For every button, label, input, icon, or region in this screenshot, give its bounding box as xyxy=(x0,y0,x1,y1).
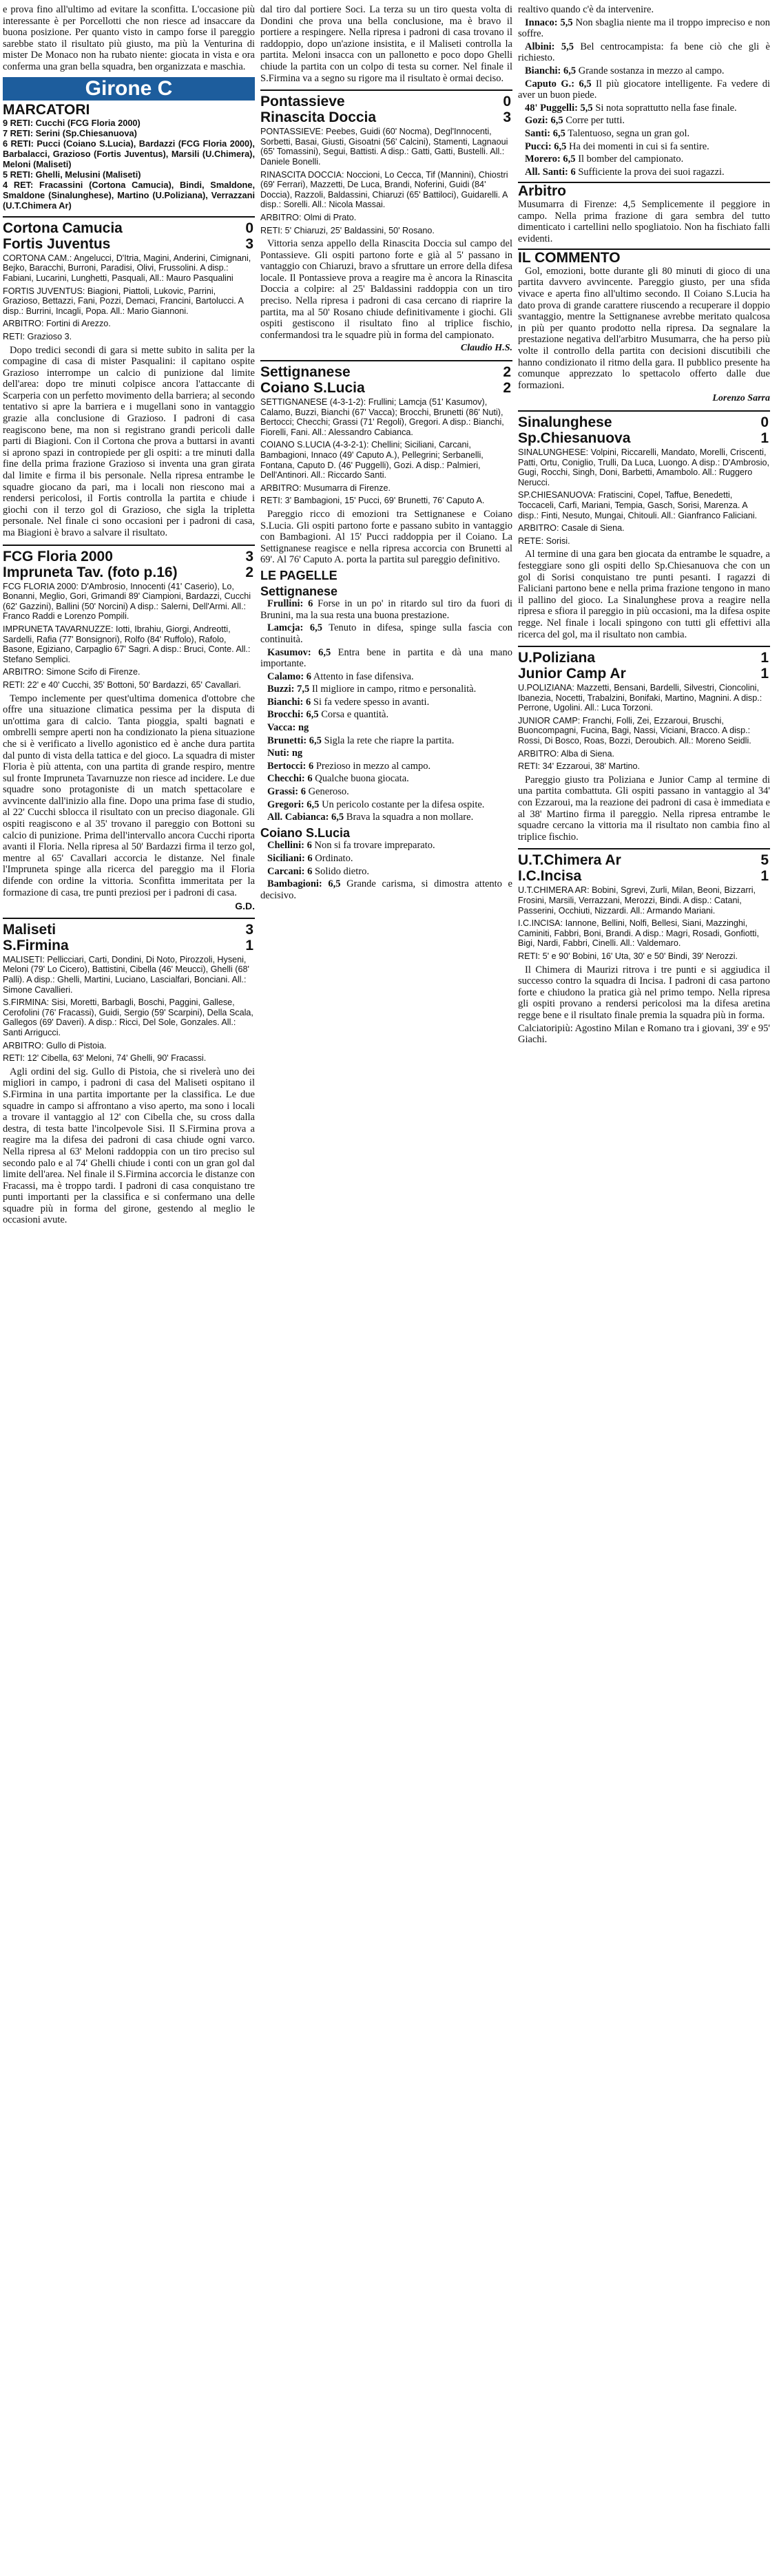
score-away: Sp.Chiesanuova 1 xyxy=(518,430,769,446)
rating-comment: Corsa e quantità. xyxy=(318,709,389,721)
rating-entry xyxy=(260,735,512,747)
rating-entry xyxy=(260,709,512,721)
goals: RETI: 3' Bambagioni, 15' Pucci, 69' Brunetti, 76' Caputo A. xyxy=(260,496,485,506)
goals: RETI: 22' e 40' Cucchi, 35' Bottoni, 50' Bardazzi, 65' Cavallari. xyxy=(3,679,241,690)
player-rating: 48' Puggelli: 5,5 xyxy=(525,102,593,114)
lineups-away: IMPRUNETA TAVARNUZZE: Iotti, Ibrahiu, Giorgi, Andreotti, Sardelli, Rafia (77' Bonsignori), Rolfo (84' Ruffolo), Rafolo, Basone, Egiziano, Carpaglio 67' Sagri. A disp.: Bruci, Conte. All.: Stefano Semplici. xyxy=(3,624,251,664)
score-home: U.Poliziana 1 xyxy=(518,650,769,666)
arbitro-title: Arbitro xyxy=(518,182,770,198)
rating-entry xyxy=(260,773,512,785)
player-rating: Carcani: 6 xyxy=(267,865,313,877)
rating-comment: Il più giocatore intelligente. Fa vedere di aver un buon piede. xyxy=(518,78,770,101)
marcatori-line: 4 RET: Fracassini (Cortona Camucia), Bindi, Smaldone, Smaldone (Sinalunghese), Martino (U.Poliziana), Verrazzani (U.T.Chimera Ar) xyxy=(3,179,255,211)
match-pontassieve-rinascita xyxy=(260,89,512,355)
goals: RETE: Sorisi. xyxy=(518,536,570,546)
lineups-home: PONTASSIEVE: Peebes, Guidi (60' Nocma), Degl'Innocenti, Sorbetti, Basai, Giusti, Gisoatni (56' Calcini), Stamenti, Lagnaoui (65' Tomassini), Segui, Battisti. A disp.: Gatti, Gatti, Bustelli. All.: Daniele Bonelli. xyxy=(260,127,508,167)
score-away: I.C.Incisa 1 xyxy=(518,868,769,885)
rating-entry xyxy=(518,65,770,77)
lineups-away: JUNIOR CAMP: Franchi, Folli, Zei, Ezzaroui, Bruschi, Buoncompagni, Fucina, Bagi, Nassi, Viciani, Bracco. A disp.: Rossi, Di Bosco, Roas, Bozzi, Deroubich. All.: Moreno Seidli. xyxy=(518,715,751,746)
author-signature: Lorenzo Sarra xyxy=(712,393,770,404)
rating-comment: Grande carisma, si dimostra attento e decisivo. xyxy=(260,878,512,901)
referee: ARBITRO: Olmi di Prato. xyxy=(260,212,357,222)
rating-comment: Prezioso in mezzo al campo. xyxy=(313,760,431,772)
marcatori-line: 9 RETI: Cucchi (FCG Floria 2000) xyxy=(3,117,141,128)
rating-comment: Brava la squadra a non mollare. xyxy=(344,812,474,823)
match-poliziana-juniorcamp xyxy=(518,646,770,843)
player-rating: Frullini: 6 xyxy=(267,598,313,610)
intro-text: dal tiro dal portiere Soci. La terza su un tiro questa volta di Dondini che prova una bella conclusione, ma è bravo il portiere a respingere. Nella ripresa i padroni di casa trovano il raddoppio, dopo un'azione insistita, e il Maliseti controlla la partita. Meloni insacca con un pallonetto e poco dopo Ghelli chiude la partita con un colpo di testa su corner. Nel finale il S.Firmina va a segno su rigore ma il risultato è ormai deciso. xyxy=(260,4,512,84)
lineups-away: SP.CHIESANUOVA: Fratiscini, Copel, Taffue, Benedetti, Toccaceli, Carfi, Mariani, Tempia, Gasch, Sorisi, Marenza. A disp.: Finti, Nesuto, Mungai, Chitouli. All.: Gianfranco Faliciani. xyxy=(518,490,758,520)
player-rating: Grassi: 6 xyxy=(267,786,306,798)
goals: RETI: 5' e 90' Bobini, 16' Uta, 30' e 50' Bindi, 39' Nerozzi. xyxy=(518,951,738,961)
goals: RETI: 5' Chiaruzi, 25' Baldassini, 50' Rosano. xyxy=(260,225,435,235)
rating-entry xyxy=(260,622,512,645)
intro-text: realtivo quando c'è da intervenire. xyxy=(518,4,654,15)
player-rating: Pucci: 6,5 xyxy=(525,140,567,152)
rating-entry xyxy=(260,812,512,823)
rating-entry xyxy=(260,722,512,734)
rating-comment: Corre per tutti. xyxy=(563,115,625,127)
rating-comment: Ha dei momenti in cui si fa sentire. xyxy=(566,140,709,152)
match-sinalunghese-chiesanuova xyxy=(518,410,770,640)
author-signature: Claudio H.S. xyxy=(460,343,512,354)
player-rating: Gozi: 6,5 xyxy=(525,115,563,127)
rating-entry xyxy=(260,799,512,811)
score-away: Junior Camp Ar 1 xyxy=(518,666,769,682)
player-rating: Bambagioni: 6,5 xyxy=(267,878,341,890)
rating-entry xyxy=(260,748,512,759)
ratings-list xyxy=(518,17,770,178)
score-away: Coiano S.Lucia 2 xyxy=(260,380,511,397)
score-home: Cortona Camucia 0 xyxy=(3,220,253,236)
score-home: U.T.Chimera Ar 5 xyxy=(518,852,769,869)
rating-entry xyxy=(260,647,512,670)
match-report: Pareggio giusto tra Poliziana e Junior Camp al termine di una partita combattuta. Gli ospiti passano in vantaggio al 34' con Ezzaroui, ma la reazione dei padroni di casa è immediata e al 38' Martino firma il pareggio. Nella ripresa entrambe le squadre cercano la vittoria ma il risultato non cambia fino al triplice fischio. xyxy=(518,774,770,843)
player-rating: Vacca: ng xyxy=(267,722,309,734)
match-chimera-incisa xyxy=(518,848,770,1045)
score-home: Maliseti 3 xyxy=(3,921,253,938)
rating-comment: Attento in fase difensiva. xyxy=(311,671,414,682)
rating-entry xyxy=(260,840,512,852)
commento-title: IL COMMENTO xyxy=(518,249,770,264)
match-settignanese-coiano xyxy=(260,360,512,901)
rating-comment: Un pericolo costante per la difesa ospite. xyxy=(319,799,485,810)
referee: ARBITRO: Casale di Siena. xyxy=(518,523,625,534)
rating-entry xyxy=(518,167,770,178)
score-home: Sinalunghese 0 xyxy=(518,414,769,430)
score-home: FCG Floria 2000 3 xyxy=(3,548,253,564)
score-home: Settignanese 2 xyxy=(260,364,511,381)
rating-comment: Tenuto in difesa, spinge sulla fascia con continuità. xyxy=(260,622,512,645)
score-home: Pontassieve 0 xyxy=(260,94,511,110)
rating-entry xyxy=(260,761,512,772)
rating-entry xyxy=(518,115,770,127)
rating-comment: Il migliore in campo, ritmo e personalità. xyxy=(309,684,477,695)
goals: RETI: 34' Ezzaroui, 38' Martino. xyxy=(518,761,640,772)
rating-comment: Forse in un po' in ritardo sul tiro da fuori di Brunini, ma la sua resta una buona prestazione. xyxy=(260,598,512,621)
player-rating: Brunetti: 6,5 xyxy=(267,735,322,746)
player-rating: Kasumov: 6,5 xyxy=(267,646,331,658)
referee: ARBITRO: Fortini di Arezzo. xyxy=(3,319,111,329)
lineups-home: U.T.CHIMERA AR: Bobini, Sgrevi, Zurli, Milan, Beoni, Bizzarri, Frosini, Marsili, Verrazzani, Merozzi, Bindi. A disp.: Catani, Passerini, Occhiuti, Nizzardi. All.: Armando Mariani. xyxy=(518,885,756,916)
referee: ARBITRO: Alba di Siena. xyxy=(518,748,614,759)
lineups-away: I.C.INCISA: Iannone, Bellini, Nolfi, Bellesi, Siani, Mazzinghi, Caminiti, Fabbri, Boni, Brandi. A disp.: Magri, Rosadi, Gonfiotti, Bigi, Nardi, Fabbri, Cinelli. All.: Valdemaro. xyxy=(518,918,759,949)
marcatori-line: 7 RETI: Serini (Sp.Chiesanuova) xyxy=(3,127,137,138)
referee: ARBITRO: Gullo di Pistoia. xyxy=(3,1040,107,1051)
section-banner: Girone C xyxy=(3,77,255,101)
player-rating: Calamo: 6 xyxy=(267,671,312,682)
rating-comment: Solido dietro. xyxy=(312,865,369,877)
rating-entry xyxy=(518,41,770,64)
player-rating: All. Santi: 6 xyxy=(525,166,576,178)
score-away: S.Firmina 1 xyxy=(3,937,253,953)
rating-entry xyxy=(260,878,512,901)
lineups-home: SETTIGNANESE (4-3-1-2): Frullini; Lamcja (51' Kasumov), Calamo, Buzzi, Bianchi (67' Vacca); Brocchi, Brunetti (86' Nuti), Bertocci; Checchi; Grassi (71' Regoli), Gregori. A disp.: Bianchi, Fiorelli, Fani. All.: Alessandro Cabianca. xyxy=(260,397,504,437)
referee: ARBITRO: Musumarra di Firenze. xyxy=(260,483,391,493)
player-rating: Chellini: 6 xyxy=(267,840,312,852)
ratings-team: Coiano S.Lucia xyxy=(260,825,351,840)
rating-comment: Entra bene in partita e dà una mano importante. xyxy=(260,646,512,670)
commento-text: Gol, emozioni, botte durante gli 80 minuti di gioco di una partita davvero avvincente. Pareggio giusto, per una sfida vivace e aperta fino all'ultimo secondo. Il Coiano S.Lucia ha dato prova di grande carattere riuscendo a recuperare il doppio svantaggio, mentre la Settignanese avrebbe meritato qualcosa in più per quanto prodotto nella ripresa. Da segnalare la prestazione negativa dell'arbitro Musumarra, che ha perso più volte il controllo della partita con decisioni discutibili che hanno condizionato il ritmo della gara. Il pubblico presente ha comunque apprezzato lo spettacolo offerto dalle due formazioni. xyxy=(518,265,770,391)
author-signature: G.D. xyxy=(235,900,255,912)
player-rating: Bianchi: 6,5 xyxy=(525,65,577,76)
rating-comment: Si nota soprattutto nella fase finale. xyxy=(592,102,737,114)
rating-entry xyxy=(260,697,512,708)
rating-comment: Talentuoso, segna un gran gol. xyxy=(565,127,690,139)
rating-comment: Si fa vedere spesso in avanti. xyxy=(311,696,430,708)
referee: ARBITRO: Simone Scifo di Firenze. xyxy=(3,667,141,677)
rating-entry xyxy=(260,684,512,695)
marcatori-title: MARCATORI xyxy=(3,102,90,118)
ratings-list xyxy=(260,598,512,823)
player-rating: Nuti: ng xyxy=(267,748,303,759)
rating-comment: Non sbaglia niente ma il troppo impreciso e non soffre. xyxy=(518,17,770,40)
ratings-list xyxy=(260,840,512,901)
player-rating: Gregori: 6,5 xyxy=(267,799,320,810)
rating-comment: Grande sostanza in mezzo al campo. xyxy=(576,65,725,76)
rating-comment: Sufficiente la prova dei suoi ragazzi. xyxy=(575,166,725,178)
score-away: Fortis Juventus 3 xyxy=(3,235,253,252)
rating-entry xyxy=(518,78,770,101)
ratings-team: Settignanese xyxy=(260,584,338,598)
rating-entry xyxy=(260,866,512,878)
rating-comment: Bel centrocampista: fa bene ciò che gli è richiesto. xyxy=(518,41,770,64)
player-rating: Buzzi: 7,5 xyxy=(267,684,310,695)
lineups-home: U.POLIZIANA: Mazzetti, Bensani, Bardelli, Silvestri, Cioncolini, Ibanezia, Nocetti, Trabalzini, Bonifaki, Martino, Magnini. A disp.: Perrone, Ugolini. All.: Luca Torzoni. xyxy=(518,683,762,713)
player-rating: Bianchi: 6 xyxy=(267,696,311,708)
rating-comment: Ordinato. xyxy=(312,853,353,864)
arbitro-text: Musumarra di Firenze: 4,5 Semplicemente il peggiore in campo. Nella prima frazione di gara sembra del tutto dimenticato i cartellini nello spogliatoio. Non ha fischiato falli evidenti. xyxy=(518,198,770,244)
footnote: Calciatoripiù: Agostino Milan e Romano tra i giovani, 39' e 95' Giachi. xyxy=(518,1022,770,1046)
rating-entry xyxy=(518,128,770,140)
rating-entry xyxy=(260,671,512,683)
lineups-away: COIANO S.LUCIA (4-3-2-1): Chellini; Siciliani, Carcani, Bambagioni, Innaco (49' Caputo A.), Pellegrini; Serbanelli, Fontana, Caputo D. (46' Puggelli), Gozi. A disp.: Palmieri, Dell'Antinori. All.: Riccardo Santi. xyxy=(260,440,484,481)
score-away: Impruneta Tav. (foto p.16) 2 xyxy=(3,564,253,580)
match-maliseti-sfirmina xyxy=(3,918,255,1226)
score-away: Rinascita Doccia 3 xyxy=(260,109,511,126)
rating-comment: Generoso. xyxy=(305,786,349,798)
player-rating: All. Cabianca: 6,5 xyxy=(267,812,344,823)
marcatori-line: 6 RETI: Pucci (Coiano S.Lucia), Bardazzi (FCG Floria 2000), Barbalacci, Grazioso (Fortis Juventus), Marsili (U.Chimera), Meloni (Maliseti) xyxy=(3,138,255,169)
player-rating: Caputo G.: 6,5 xyxy=(525,78,592,89)
marcatori-line: 5 RETI: Ghelli, Melusini (Maliseti) xyxy=(3,169,141,180)
lineups-away: RINASCITA DOCCIA: Noccioni, Lo Cecca, Tif (Mannini), Chiostri (69' Ferrari), Mazzetti, De Luca, Brandi, Noferini, Guidi (84' Doccia), Razzoli, Baldassini, Chiaruzi (65' Battiloci), Guidarelli. A disp.: Sorelli. All.: Nicola Massai. xyxy=(260,169,508,210)
player-rating: Brocchi: 6,5 xyxy=(267,709,319,721)
rating-comment: Il bomber del campionato. xyxy=(575,154,684,165)
player-rating: Albini: 5,5 xyxy=(525,41,574,52)
player-rating: Santi: 6,5 xyxy=(525,127,565,139)
rating-entry xyxy=(260,786,512,798)
rating-entry xyxy=(260,598,512,621)
ratings-title: LE PAGELLE xyxy=(260,568,337,582)
lineups-home: SINALUNGHESE: Volpini, Riccarelli, Mandato, Morelli, Criscenti, Patti, Ortu, Coniglio, Trulli, Da Luca, Luongo. A disp.: D'Ambrosio, Gugi, Rocchi, Singh, Doni, Barbetti, Amambolo. All.: Ruggero Nerucci. xyxy=(518,447,770,487)
goals: RETI: 12' Cibella, 63' Meloni, 74' Ghelli, 90' Fracassi. xyxy=(3,1053,207,1064)
column-3 xyxy=(518,4,770,2576)
match-report: Il Chimera di Maurizi ritrova i tre punti e si aggiudica il successo contro la squadra di Incisa. I padroni di casa partono forte e chiudono la pratica già nel primo tempo. Nella ripresa gli ospiti provano a rendersi pericolosi ma la difesa aretina regge bene e il risultato finale premia la squadra più in forma. xyxy=(518,964,770,1021)
column-1 xyxy=(3,4,255,2576)
player-rating: Innaco: 5,5 xyxy=(525,17,573,28)
player-rating: Lamcja: 6,5 xyxy=(267,622,322,634)
match-report: Tempo inclemente per quest'ultima domenica d'ottobre che offre una situazione climatica pessima per la disputa di un'ottima gara di calcio. Tanta pioggia, spalti bagnati e ombrelli sempre aperti non ha condizionato la piena situazione che si è verificato a livello agonistico ed è anche dura partita dal punto di vista della tattica e del gioco. La squadra di mister Floria è più attenta, con una partita di grande respiro, mentre sul fronte Impruneta Tavarnuzze non riesce ad incidere. Le due squadre sono protagoniste di un match spettacolare e avvincente dall'inizio alla fine. Dopo una prima fase di studio, al 22' Cucchi sblocca il risultato con un preciso diagonale. Gli ospiti reagiscono e al 35' trovano il pareggio con Bottoni su calcio di punizione. Prima dell'intervallo ancora Cucchi riporta avanti il Floria. Nella ripresa al 50' Bardazzi firma il terzo gol, mentre al 65' Cavallari accorcia le distanze. Nel finale l'Impruneta spinge alla ricerca del pareggio ma il Floria difende con ordine la vittoria. Sconfitta immeritata per la formazione di casa, tre punti preziosi per i padroni di casa. xyxy=(3,693,255,898)
rating-entry xyxy=(518,154,770,165)
player-rating: Bertocci: 6 xyxy=(267,760,314,772)
rating-entry xyxy=(260,853,512,865)
lineups-home: FCG FLORIA 2000: D'Ambrosio, Innocenti (41' Caserio), Lo, Bonanni, Meglio, Gori, Grimandi 89' Ciampioni, Bardazzi, Cucchi (62' Gazzini), Ballini (50' Norcini) A disp.: Salerni, Dell'Armi. All.: Franco Raddi e Lorenzo Pompili. xyxy=(3,581,251,622)
rating-entry xyxy=(518,141,770,153)
player-rating: Morero: 6,5 xyxy=(525,154,576,165)
goals: RETI: Grazioso 3. xyxy=(3,331,72,341)
match-report: Pareggio ricco di emozioni tra Settignanese e Coiano S.Lucia. Gli ospiti partono forte e passano subito in vantaggio con Bambagioni. Al 15' Pucci raddoppia per il Coiano. La Settignanese reagisce e nella ripresa accorcia con Brunetti al 69'. Al 76' Caputo A. porta la partita sul pareggio definitivo. xyxy=(260,508,512,566)
player-rating: Checchi: 6 xyxy=(267,773,313,785)
match-cortona-fortis xyxy=(3,216,255,539)
column-2 xyxy=(260,4,512,2576)
match-report: Dopo tredici secondi di gara si mette subito in salita per la compagine di casa di mister Pasqualini: il capitano ospite Grazioso interrompe un calcio di punizione dal limite dell'area: dopo tre minuti colpisce ancora l'attaccante di Scarperia con un perfetto movimento della barriera; al secondo tentativo si apre la barriera e i mugellani sono in vantaggio grazie alla conclusione di Grazioso. I padroni di casa reagiscono bene, ma non si registrano grandi pericoli dalle parti di Biagioni. Con il Cortona che prova a buttarsi in avanti si aprono spazi in contropiede per gli ospiti: a tre minuti dalla fine della prima frazione Grazioso si inventa una gran girata dal limite e firma il bis personale. Nella ripresa entrambe le squadre giocano da pari, ma i locali non riescono mai a rendersi pericolosi, il Fortis controlla la partita e chiude i giochi con il terzo gol di Grazioso, che sigla la tripletta personale. Nel finale ci sono occasioni per i padroni di casa, ma Biagioni è bravo a salvare il risultato. xyxy=(3,344,255,538)
match-report: Agli ordini del sig. Gullo di Pistoia, che si rivelerà uno dei migliori in campo, i padroni di casa del Maliseti ospitano il S.Firmina in una partita importante per la classifica. Le due squadre in campo si affrontano a viso aperto, ma sono i locali a trovare il vantaggio al 12' con Cibella che, su cross dalla destra, di testa batte l'incolpevole Sisi. Il S.Firmina prova a reagire ma la difesa dei padroni di casa chiude ogni varco. Nella ripresa al 63' Meloni raddoppia con un tiro preciso sul secondo palo e al 74' Ghelli chiude i conti con un gran gol dal limite dell'area. Nel finale il S.Firmina accorcia le distanze con Fracassi, ma è troppo tardi. I padroni di casa conquistano tre punti importanti per la classifica e si confermano una delle squadre più in forma del girone, gestendo al meglio le occasioni avute. xyxy=(3,1066,255,1226)
intro-text: e prova fino all'ultimo ad evitare la sconfitta. L'occasione più interessante è per Porcellotti che non riesce ad insaccare da buona posizione. Per quanto visto in campo forse il pareggio sarebbe stato il risultato più giusto, ma più la Venturina di mister De Monaco non ha rubato niente: giocata in vista e ora conferma una gran bella squadra, ben organizzata e maschia. xyxy=(3,4,255,72)
lineups-away: FORTIS JUVENTUS: Biagioni, Piattoli, Lukovic, Parrini, Grazioso, Bettazzi, Fani, Pozzi, Demaci, Francini, Bartolucci. A disp.: Burrini, Incagli, Popa. All.: Mario Giannoni. xyxy=(3,286,244,316)
rating-comment: Sigla la rete che riapre la partita. xyxy=(321,735,455,746)
rating-comment: Non si fa trovare impreparato. xyxy=(311,840,435,852)
lineups-away: S.FIRMINA: Sisi, Moretti, Barbagli, Boschi, Paggini, Gallese, Cerofolini (76' Fracassi), Guidi, Sergio (59' Scarpini), Della Scala, Gallegos (69' Daveri). A disp.: Ricci, Del Sole, Gonzales. All.: Santi Arrigucci. xyxy=(3,997,253,1037)
match-report: Al termine di una gara ben giocata da entrambe le squadre, a festeggiare sono gli ospiti dello Sp.Chiesanuova che con un gol di Sorisi conquistano tre punti pesanti. I ragazzi di Faliciani partono bene e nella prima frazione tengono in mano il pallino del gioco. La Sinalunghese prova a reagire nella ripresa e sfiora il pareggio in più occasioni, ma la difesa ospite regge. Nel finale i locali spingono con tutti gli effettivi alla ricerca del gol, ma il risultato non cambia. xyxy=(518,549,770,640)
match-floria-impruneta xyxy=(3,545,255,912)
player-rating: Siciliani: 6 xyxy=(267,853,313,864)
match-report: Vittoria senza appello della Rinascita Doccia sul campo del Pontassieve. Gli ospiti partono forte e già al 5' passano in vantaggio con Chiaruzi, bravo a sfruttare un errore della difesa locale. Il Pontassieve prova a reagire ma è ancora la Rinascita Doccia a colpire: al 25' Baldassini raddoppia con un tiro preciso. Nella ripresa i padroni di casa cercano di riaprire la partita, ma al 50' Rosano chiude definitivamente i giochi. Gli ospiti gestiscono il risultato fino al triplice fischio, confermandosi tra le squadre più in forma del campionato. xyxy=(260,238,512,341)
lineups-home: CORTONA CAM.: Angelucci, D'Itria, Magini, Anderini, Cimignani, Bejko, Baracchi, Burroni, Paradisi, Olivi, Frussolini. A disp.: Fabiani, Lucarini, Lunghetti, Pasquali, All.: Mauro Pasqualini xyxy=(3,253,251,283)
rating-entry xyxy=(518,103,770,114)
rating-entry xyxy=(518,17,770,40)
rating-comment: Qualche buona giocata. xyxy=(312,773,409,785)
lineups-home: MALISETI: Pellicciari, Carti, Dondini, Di Noto, Pirozzoli, Hyseni, Meloni (79' Lo Cicero), Battistini, Cibella (46' Meucci), Ghelli (68' Palli). A disp.: Ghelli, Martini, Luciano, Lascialfari, Bonciani. All.: Simone Cavallieri. xyxy=(3,954,249,995)
